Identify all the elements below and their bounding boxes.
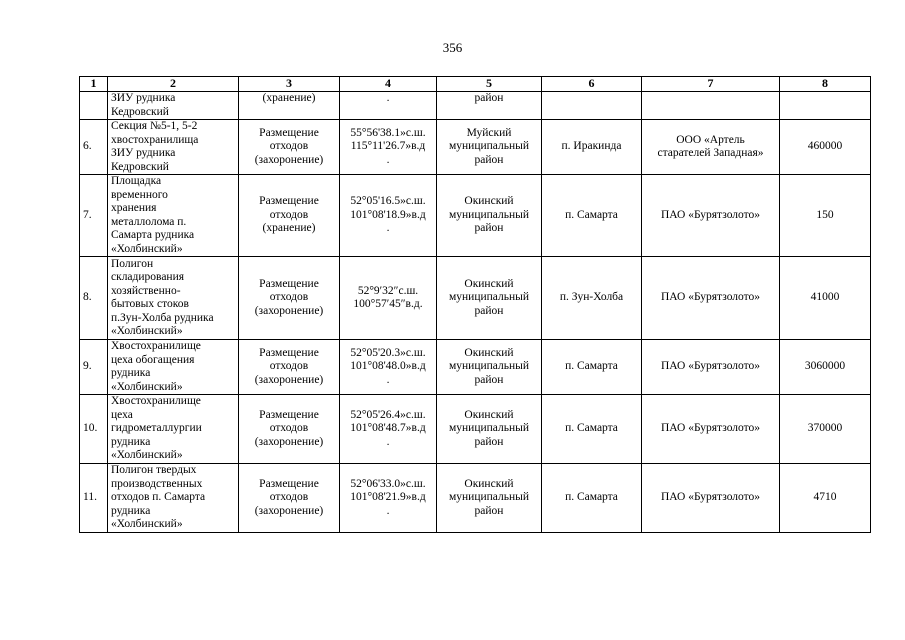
cell-number: 6. — [80, 120, 108, 175]
cell-purpose-line: отходов — [269, 140, 309, 153]
cell-object-name-line: Хвостохранилище — [111, 395, 201, 408]
cell-operator-line: ПАО «Бурятзолото» — [660, 208, 761, 221]
cell-object-name — [108, 175, 239, 257]
cell-operator-line: ПАО «Бурятзолото» — [660, 491, 761, 504]
cell-purpose — [239, 120, 340, 175]
cell-operator — [642, 340, 780, 395]
waste-sites-table — [79, 76, 871, 533]
cell-coordinates-line: 52°9′32″с.ш. — [357, 284, 419, 297]
cell-object-name-line: отходов п. Самарта — [111, 491, 206, 504]
cell-district-line: муниципальный — [448, 491, 530, 504]
cell-object-name-line: хранения — [111, 202, 157, 214]
cell-number: 7. — [80, 175, 108, 257]
cell-object-name — [108, 340, 239, 395]
cell-locality: п. Иракинда — [542, 120, 642, 175]
cell-operator — [642, 175, 780, 257]
cell-value — [780, 92, 871, 120]
cell-coordinates — [340, 120, 437, 175]
cell-purpose-line: (захоронение) — [254, 373, 324, 386]
cell-operator-line: ПАО «Бурятзолото» — [660, 360, 761, 373]
cell-operator — [642, 464, 780, 533]
cell-object-name-line: Площадка — [111, 175, 162, 187]
cell-object-name — [108, 395, 239, 464]
cell-object-name-line: Полигон — [111, 257, 154, 270]
cell-purpose-line: отходов — [269, 360, 309, 373]
header-row — [80, 77, 871, 92]
header-cell: 6 — [542, 77, 642, 92]
cell-operator — [642, 395, 780, 464]
cell-number: 8. — [80, 257, 108, 340]
cell-object-name-line: ЗИУ рудника — [111, 92, 176, 104]
cell-purpose-line: Размещение — [259, 126, 319, 139]
cell-coordinates-line: 52°06'33.0»с.ш. — [350, 477, 426, 490]
cell-coordinates-line: . — [386, 435, 390, 448]
cell-district — [437, 257, 542, 340]
cell-object-name-line: хвостохранилища — [111, 133, 199, 146]
page-number: 356 — [442, 40, 463, 55]
header-cell: 5 — [437, 77, 542, 92]
cell-purpose-line: отходов — [269, 208, 309, 221]
cell-object-name-line: производственных — [111, 477, 203, 490]
cell-district-line: Окинский — [464, 277, 514, 290]
cell-object-name-line: цеха — [111, 408, 133, 421]
header-cell: 8 — [780, 77, 871, 92]
cell-coordinates-line: 52°05'16.5»с.ш. — [350, 195, 426, 208]
cell-coordinates — [340, 464, 437, 533]
cell-coordinates — [340, 92, 437, 120]
cell-operator — [642, 120, 780, 175]
cell-operator-line: старателей Западная» — [657, 147, 764, 159]
cell-value: 370000 — [780, 395, 871, 464]
cell-purpose — [239, 464, 340, 533]
cell-purpose-line: (захоронение) — [254, 153, 324, 166]
cell-coordinates-line: 101°08'48.0»в.д — [350, 360, 426, 373]
cell-object-name-line: «Холбинский» — [111, 325, 183, 337]
cell-coordinates-line: 115°11'26.7»в.д — [350, 140, 426, 153]
cell-value: 460000 — [780, 120, 871, 175]
cell-locality — [542, 92, 642, 120]
cell-district-line: муниципальный — [448, 360, 530, 373]
cell-district-line: Окинский — [464, 346, 514, 359]
table-row — [80, 175, 871, 257]
cell-district-line: район — [474, 92, 504, 104]
table-row — [80, 120, 871, 175]
cell-district — [437, 120, 542, 175]
cell-district-line: Окинский — [464, 477, 514, 490]
cell-purpose-line: (захоронение) — [254, 435, 324, 448]
cell-coordinates-line: . — [386, 222, 390, 235]
cell-object-name-line: гидрометаллургии — [111, 422, 202, 435]
cell-object-name-line: складирования — [111, 271, 185, 283]
cell-purpose-line: отходов — [269, 291, 309, 304]
cell-purpose-line: (хранение) — [262, 222, 316, 235]
cell-object-name-line: Кедровский — [111, 160, 169, 173]
cell-object-name-line: рудника — [111, 504, 151, 517]
cell-coordinates-line: 101°08'21.9»в.д — [350, 491, 426, 504]
cell-purpose-line: отходов — [269, 422, 309, 435]
cell-object-name — [108, 464, 239, 533]
cell-purpose — [239, 395, 340, 464]
cell-locality: п. Самарта — [542, 395, 642, 464]
cell-object-name-line: «Холбинский» — [111, 242, 183, 255]
cell-object-name-line: «Холбинский» — [111, 380, 183, 393]
cell-object-name-line: рудника — [111, 367, 151, 379]
cell-purpose-line: Размещение — [259, 408, 319, 421]
cell-coordinates-line: . — [386, 153, 390, 166]
cell-coordinates-line: . — [386, 373, 390, 386]
cell-purpose — [239, 257, 340, 340]
cell-purpose-line: (хранение) — [262, 92, 316, 104]
cell-coordinates-line: 100°57′45″в.д. — [353, 298, 423, 310]
cell-number: 10. — [80, 395, 108, 464]
cell-coordinates — [340, 257, 437, 340]
cell-object-name-line: рудника — [111, 435, 151, 448]
cell-operator — [642, 92, 780, 120]
cell-locality: п. Самарта — [542, 340, 642, 395]
cell-object-name — [108, 120, 239, 175]
cell-district-line: муниципальный — [448, 208, 530, 221]
cell-object-name-line: бытовых стоков — [111, 298, 189, 310]
cell-purpose-line: Размещение — [259, 277, 319, 290]
table-row-continuation — [80, 92, 871, 120]
cell-value: 41000 — [780, 257, 871, 340]
cell-district-line: район — [474, 304, 504, 317]
cell-district — [437, 175, 542, 257]
cell-object-name-line: Секция №5-1, 5-2 — [111, 120, 198, 132]
cell-district-line: район — [474, 435, 504, 448]
header-cell: 3 — [239, 77, 340, 92]
cell-district-line: район — [474, 504, 504, 517]
cell-object-name — [108, 257, 239, 340]
header-cell: 4 — [340, 77, 437, 92]
header-cell: 7 — [642, 77, 780, 92]
cell-purpose-line: (захоронение) — [254, 504, 324, 517]
cell-district — [437, 340, 542, 395]
cell-number: 11. — [80, 464, 108, 533]
cell-coordinates-line: 52°05'26.4»с.ш. — [350, 408, 426, 421]
cell-value: 3060000 — [780, 340, 871, 395]
cell-district-line: район — [474, 153, 504, 166]
cell-object-name-line: металлолома п. — [111, 215, 187, 228]
cell-object-name-line: хозяйственно- — [111, 284, 181, 297]
cell-locality: п. Самарта — [542, 175, 642, 257]
table-row — [80, 464, 871, 533]
cell-purpose — [239, 340, 340, 395]
cell-number: 9. — [80, 340, 108, 395]
cell-operator-line: ПАО «Бурятзолото» — [660, 422, 761, 435]
cell-district-line: муниципальный — [448, 140, 530, 153]
cell-coordinates-line: 55°56'38.1»с.ш. — [350, 126, 426, 139]
cell-district-line: муниципальный — [448, 291, 530, 304]
cell-district-line: район — [474, 222, 504, 235]
cell-district — [437, 395, 542, 464]
cell-purpose-line: Размещение — [259, 346, 319, 359]
cell-coordinates-line: 101°08'48.7»в.д — [350, 422, 426, 435]
cell-coordinates — [340, 340, 437, 395]
cell-coordinates — [340, 175, 437, 257]
cell-object-name-line: п.Зун-Холба рудника — [111, 311, 214, 324]
cell-object-name-line: цеха обогащения — [111, 353, 195, 366]
cell-district — [437, 92, 542, 120]
cell-coordinates-line: 101°08'18.9»в.д — [350, 208, 426, 221]
cell-operator-line: ПАО «Бурятзолото» — [660, 291, 761, 304]
cell-object-name-line: Полигон твердых — [111, 464, 197, 477]
cell-coordinates — [340, 395, 437, 464]
cell-district-line: Муйский — [466, 126, 512, 139]
cell-district-line: Окинский — [464, 195, 514, 208]
cell-district-line: муниципальный — [448, 422, 530, 435]
cell-purpose-line: (захоронение) — [254, 304, 324, 317]
cell-purpose-line: Размещение — [259, 477, 319, 490]
cell-value: 4710 — [780, 464, 871, 533]
cell-object-name — [108, 92, 239, 120]
table-row — [80, 340, 871, 395]
cell-coordinates-line: . — [386, 504, 390, 517]
cell-purpose-line: отходов — [269, 491, 309, 504]
cell-object-name-line: ЗИУ рудника — [111, 147, 176, 159]
header-cell: 2 — [108, 77, 239, 92]
cell-object-name-line: Самарта рудника — [111, 229, 195, 241]
cell-locality: п. Зун-Холба — [542, 257, 642, 340]
cell-purpose — [239, 175, 340, 257]
cell-coordinates-line: . — [386, 92, 390, 104]
cell-operator — [642, 257, 780, 340]
cell-locality: п. Самарта — [542, 464, 642, 533]
table-row — [80, 395, 871, 464]
cell-purpose-line: Размещение — [259, 195, 319, 208]
cell-operator-line: ООО «Артель — [676, 133, 745, 146]
cell-coordinates-line: 52°05'20.3»с.ш. — [350, 346, 426, 359]
cell-object-name-line: «Холбинский» — [111, 518, 183, 531]
cell-purpose — [239, 92, 340, 120]
header-cell: 1 — [80, 77, 108, 92]
table-row — [80, 257, 871, 340]
cell-object-name-line: Кедровский — [111, 105, 169, 118]
cell-district — [437, 464, 542, 533]
cell-district-line: район — [474, 373, 504, 386]
cell-object-name-line: Хвостохранилище — [111, 340, 201, 352]
cell-district-line: Окинский — [464, 408, 514, 421]
cell-number — [80, 92, 108, 120]
cell-object-name-line: временного — [111, 188, 168, 201]
cell-value: 150 — [780, 175, 871, 257]
cell-object-name-line: «Холбинский» — [111, 449, 183, 462]
